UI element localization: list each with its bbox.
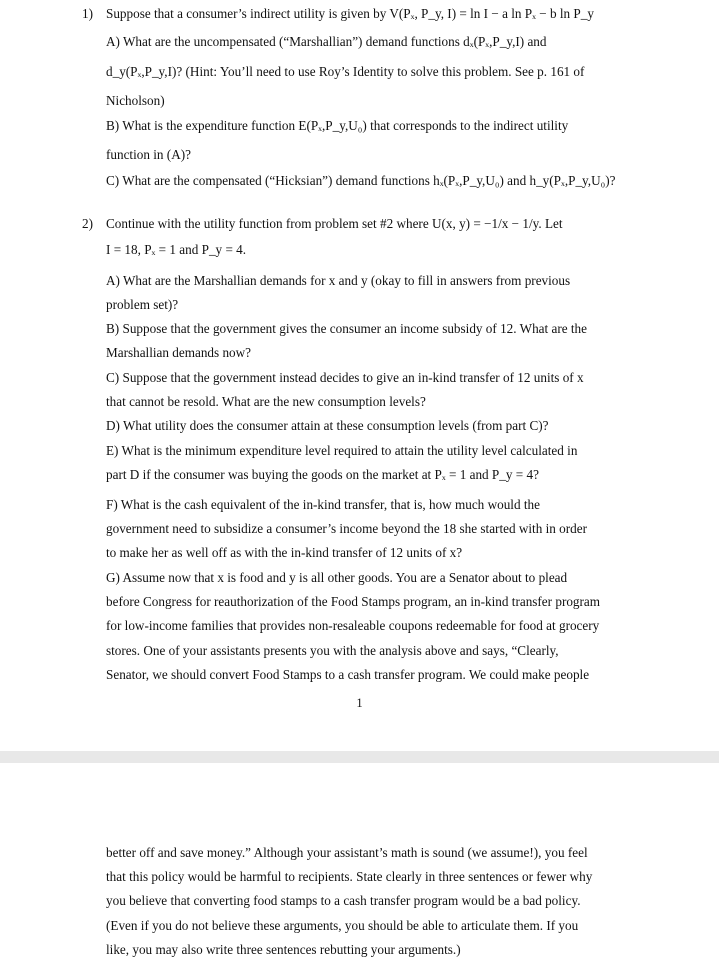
problem-2-line-14: to make her as well off as with the in-kind transfer of 12 units of x? (106, 545, 463, 560)
problem-2-line-7: C) Suppose that the government instead decides to give an in-kind transfer of 12 units of x (106, 370, 584, 385)
problem-2-line-5: B) Suppose that the government gives the consumer an income subsidy of 12. What are the (106, 321, 587, 336)
problem-2-line-9: D) What utility does the consumer attain at these consumption levels (from part C)? (106, 418, 549, 433)
page-2 (0, 763, 719, 961)
problem-2-line-19: Senator, we should convert Food Stamps to a cash transfer program. We could make people (106, 667, 590, 682)
page-2-line-4: (Even if you do not believe these arguments, you should be able to articulate them. If you (106, 918, 579, 933)
problem-1-line-2: A) What are the uncompensated (“Marshallian”) demand functions dₓ(Pₓ,P_y,I) and (106, 34, 547, 49)
page-separator (0, 751, 719, 763)
problem-1-line-7: C) What are the compensated (“Hicksian”) demand functions hₓ(Pₓ,P_y,U₀) and h_y(Pₓ,P_y,U₀)? (106, 173, 616, 188)
page-2-line-2: that this policy would be harmful to recipients. State clearly in three sentences or fewer why (106, 869, 593, 884)
problem-1-line-6: function in (A)? (106, 147, 191, 162)
problem-1-line-4: Nicholson) (106, 93, 165, 108)
problem-2-line-17: for low-income families that provides non-resaleable coupons redeemable for food at grocery (106, 618, 600, 633)
problem-2-line-15: G) Assume now that x is food and y is all other goods. You are a Senator about to plead (106, 570, 568, 585)
page-2-line-5: like, you may also write three sentences rebutting your arguments.) (106, 942, 461, 957)
page-number: 1 (356, 696, 363, 710)
problem-2-line-13: government need to subsidize a consumer’s income beyond the 18 she started with in order (106, 521, 587, 536)
problem-2-line-2: I = 18, Pₓ = 1 and P_y = 4. (106, 242, 247, 257)
problem-1-line-5: B) What is the expenditure function E(Pₓ,P_y,U₀) that corresponds to the indirect utility (106, 118, 569, 133)
problem-1-line-3: d_y(Pₓ,P_y,I)? (Hint: You’ll need to use Roy’s Identity to solve this problem. See p. 161 of (106, 64, 585, 79)
page-2-line-1: better off and save money.” Although your assistant’s math is sound (we assume!), you feel (106, 845, 588, 860)
problem-2-line-4: problem set)? (106, 297, 179, 312)
problem-2-line-16: before Congress for reauthorization of the Food Stamps program, an in-kind transfer program (106, 594, 601, 609)
problem-2-line-1: Continue with the utility function from problem set #2 where U(x, y) = −1/x − 1/y. Let (106, 216, 563, 231)
problem-2-line-6: Marshallian demands now? (106, 345, 252, 360)
problem-2-line-3: A) What are the Marshallian demands for x and y (okay to fill in answers from previous (106, 273, 571, 288)
problem-1-number: 1) (82, 6, 93, 21)
problem-2-line-12: F) What is the cash equivalent of the in-kind transfer, that is, how much would the (106, 497, 540, 512)
problem-2-line-10: E) What is the minimum expenditure level required to attain the utility level calculated in (106, 443, 578, 458)
problem-2-number: 2) (82, 216, 93, 231)
problem-2-line-18: stores. One of your assistants presents you with the analysis above and says, “Clearly, (106, 643, 559, 658)
page-2-line-3: you believe that converting food stamps to a cash transfer program would be a bad policy. (106, 893, 581, 908)
problem-1-line-1: Suppose that a consumer’s indirect utility is given by V(Pₓ, P_y, I) = ln I − a ln Pₓ − b ln P_y (106, 6, 594, 21)
problem-2-line-8: that cannot be resold. What are the new consumption levels? (106, 394, 426, 409)
problem-2-line-11: part D if the consumer was buying the goods on the market at Pₓ = 1 and P_y = 4? (106, 467, 539, 482)
